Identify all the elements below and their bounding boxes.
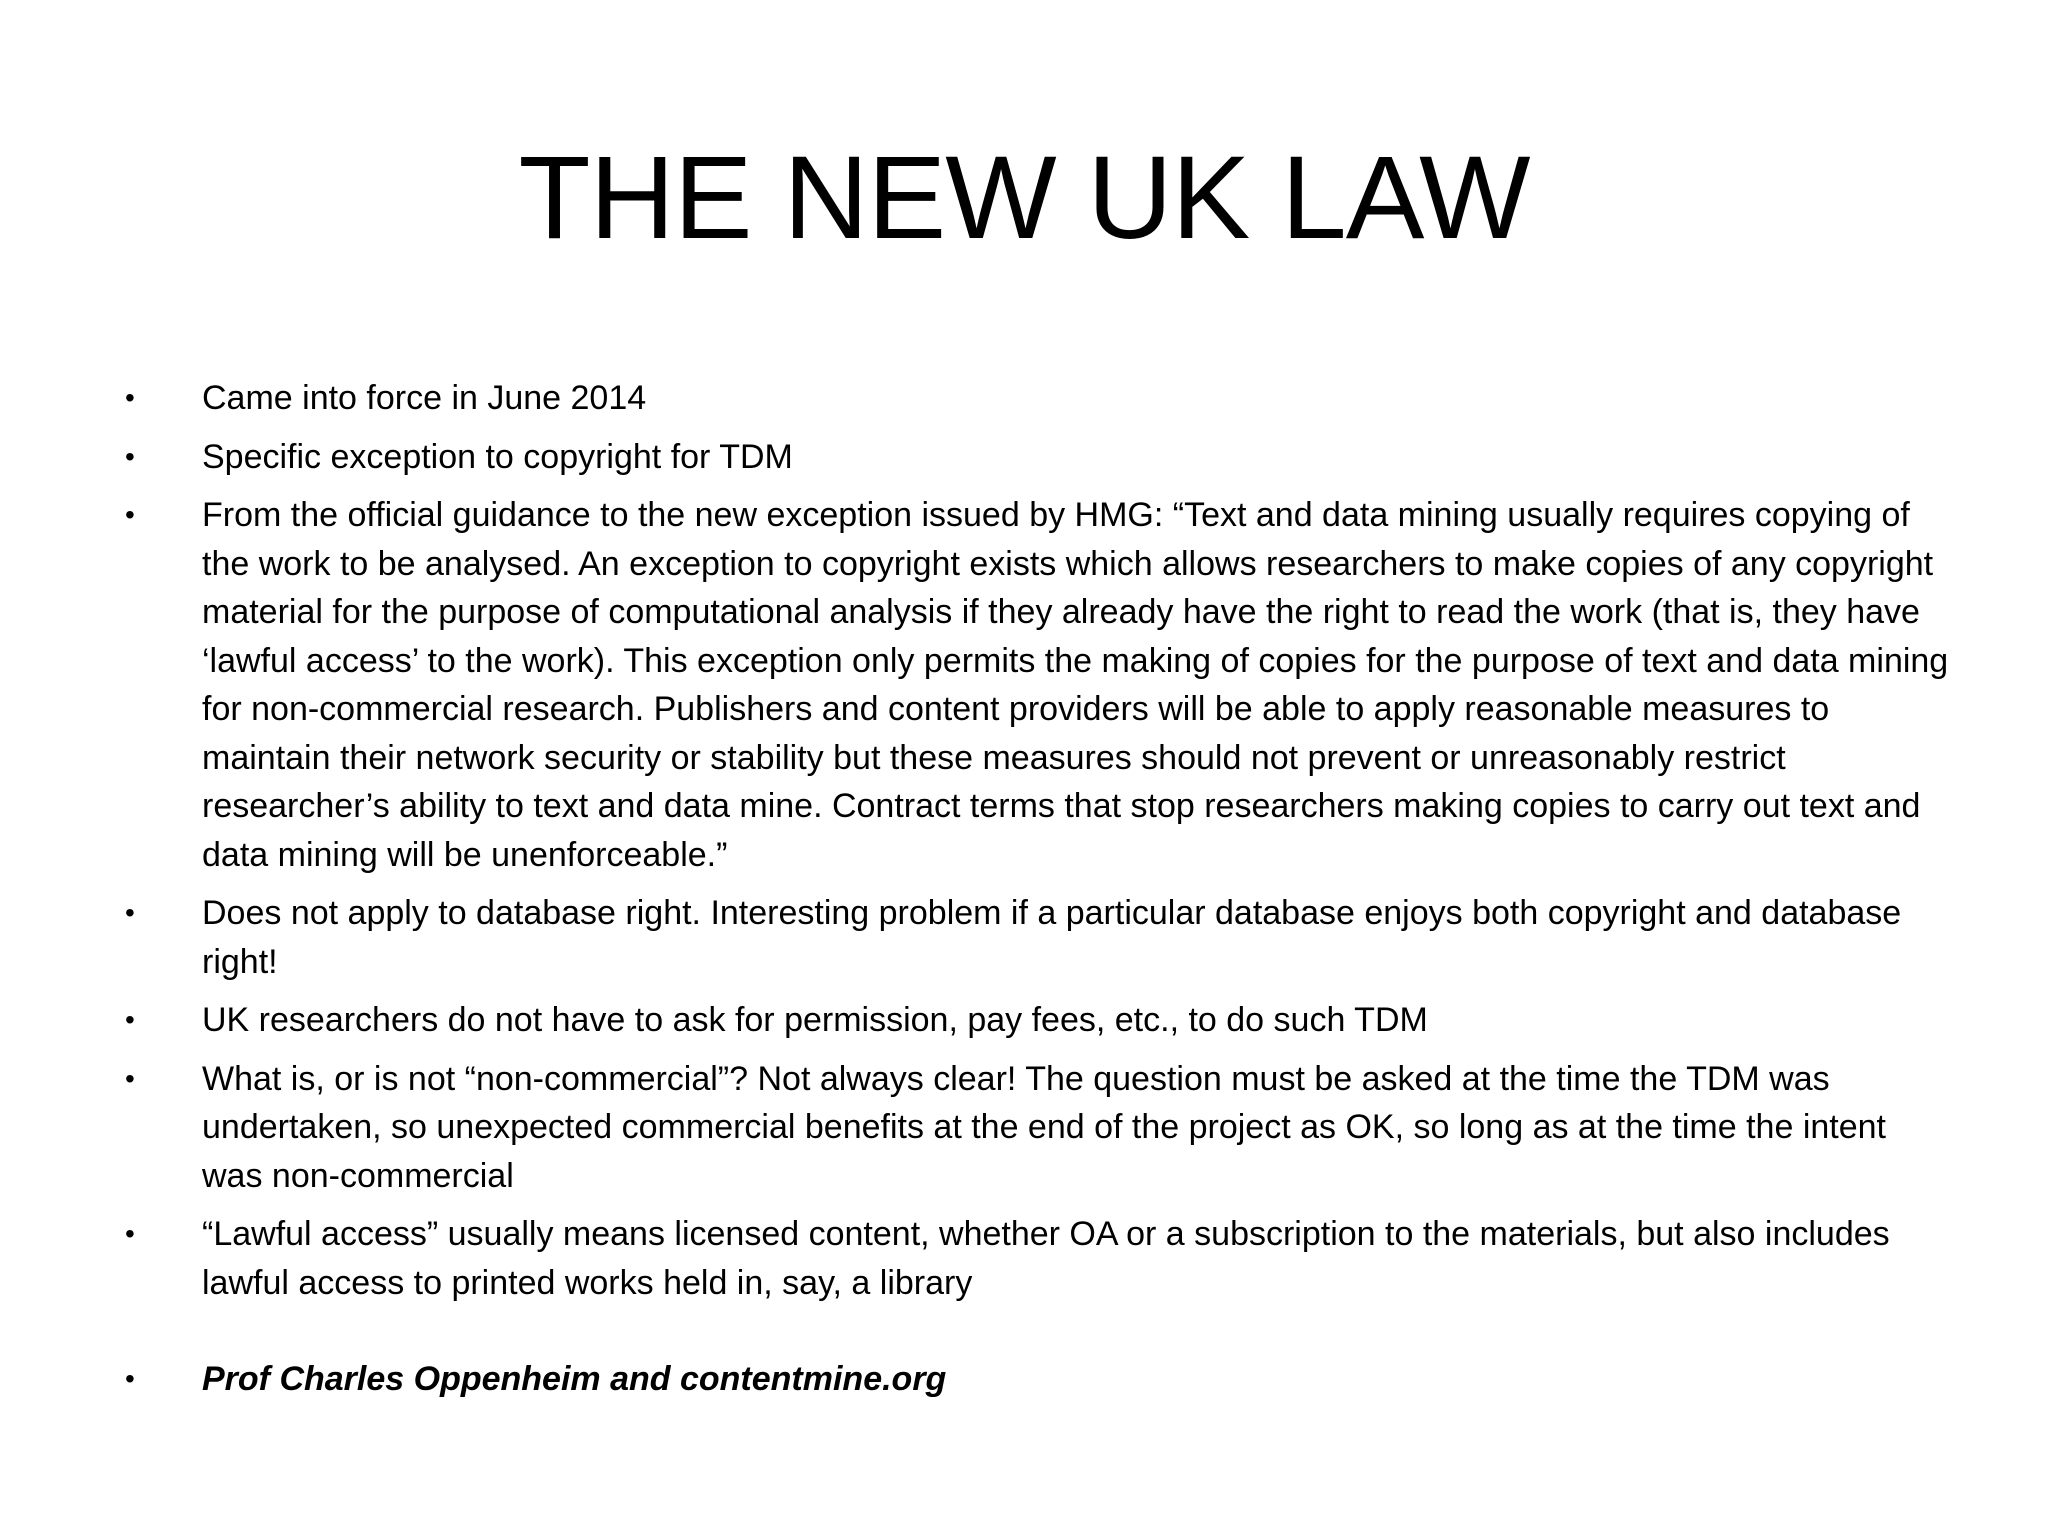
bullet-item xyxy=(120,1055,1950,1201)
bullet-marker: • xyxy=(125,1004,135,1035)
bullet-marker: • xyxy=(125,1363,135,1394)
bullet-text: What is, or is not “non-commercial”? Not always clear! The question must be asked at the time the TDM was undertaken, so unexpected commercial benefits at the end of the project as OK, so long as at the time the intent was non-commercial xyxy=(202,1059,1886,1195)
bullet-marker: • xyxy=(125,382,135,413)
bullet-text: From the official guidance to the new exception issued by HMG: “Text and data mining usually requires copying of the work to be analysed. An exception to copyright exists which allows researchers to make copies of any copyright material for the purpose of computational analysis if they already have the right to read the work (that is, they have ‘lawful access’ to the work). This exception only permits the making of copies for the purpose of text and data mining for non-commercial research. Publishers and content providers will be able to apply reasonable measures to maintain their network security or stability but these measures should not prevent or unreasonably restrict researcher’s ability to text and data mine. Contract terms that stop researchers making copies to carry out text and data mining will be unenforceable.” xyxy=(202,496,1949,874)
bullet-text: Specific exception to copyright for TDM xyxy=(202,437,793,476)
bullet-item xyxy=(120,374,1950,423)
author-credit-item xyxy=(120,1355,1950,1404)
bullet-item xyxy=(120,889,1950,986)
bullet-marker: • xyxy=(125,499,135,530)
bullet-marker: • xyxy=(125,1218,135,1249)
bullet-text: Does not apply to database right. Interesting problem if a particular database enjoys both copyright and database right! xyxy=(202,894,1902,981)
slide-title: THE NEW UK LAW xyxy=(518,132,1530,264)
author-credit: Prof Charles Oppenheim and contentmine.org xyxy=(202,1360,947,1398)
bullet-list xyxy=(120,374,1950,1414)
bullet-marker: • xyxy=(125,1062,135,1094)
bullet-item xyxy=(120,1210,1950,1307)
bullet-item xyxy=(120,433,1950,482)
bullet-item xyxy=(120,996,1950,1045)
bullet-marker: • xyxy=(125,897,135,928)
bullet-text: UK researchers do not have to ask for permission, pay fees, etc., to do such TDM xyxy=(202,1001,1428,1039)
bullet-item xyxy=(120,491,1950,879)
bullet-text: Came into force in June 2014 xyxy=(202,379,647,417)
bullet-marker: • xyxy=(125,440,135,472)
bullet-text: “Lawful access” usually means licensed content, whether OA or a subscription to the materials, but also includes lawful access to printed works held in, say, a library xyxy=(202,1215,1890,1302)
